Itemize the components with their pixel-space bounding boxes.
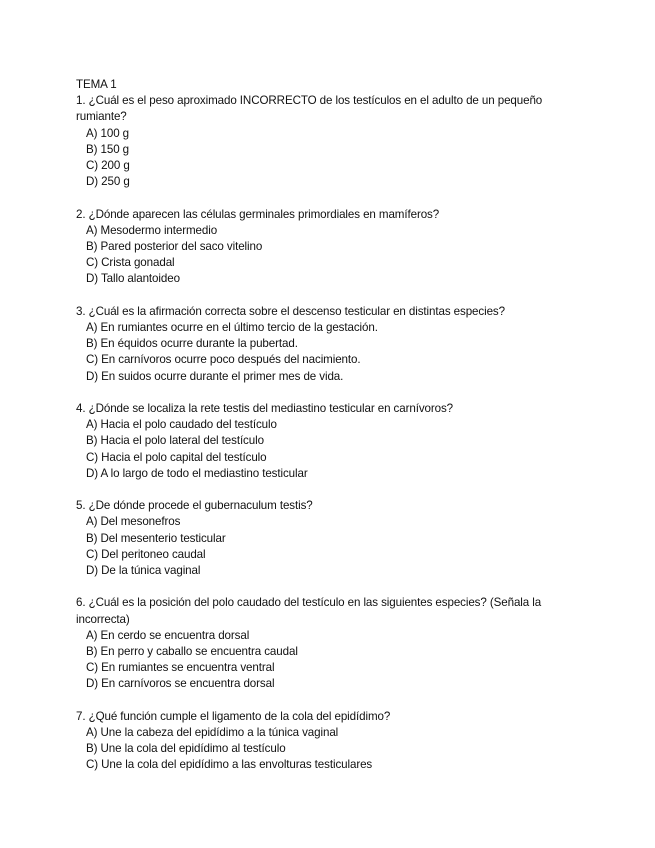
document-page (76, 77, 576, 790)
question-2 (76, 207, 576, 288)
option-c: C) Une la cola del epidídimo a las envolturas testiculares (86, 758, 373, 772)
option-a: A) 100 g (86, 126, 130, 140)
question-5 (76, 498, 576, 579)
option-a: A) Hacia el polo caudado del testículo (86, 418, 277, 432)
option-d: D) En carnívoros se encuentra dorsal (86, 677, 275, 691)
question-text: 4. ¿Dónde se localiza la rete testis del mediastino testicular en carnívoros? (76, 402, 454, 416)
question-1 (76, 93, 576, 190)
option-b: B) Une la cola del epidídimo al testículo (86, 742, 286, 756)
option-d: D) A lo largo de todo el mediastino testicular (86, 466, 308, 480)
question-text: 5. ¿De dónde procede el gubernaculum testis? (76, 499, 313, 513)
options-list (76, 725, 576, 774)
options-list (76, 320, 576, 385)
option-c: C) Del peritoneo caudal (86, 547, 206, 561)
option-d: D) Tallo alantoideo (86, 272, 180, 286)
option-a: A) Une la cabeza del epidídimo a la túnica vaginal (86, 726, 339, 740)
question-text: 2. ¿Dónde aparecen las células germinales primordiales en mamíferos? (76, 207, 440, 221)
question-7 (76, 709, 576, 774)
question-text: 1. ¿Cuál es el peso aproximado INCORRECTO de los testículos en el adulto de un pequeño rumiante? (76, 94, 543, 124)
option-c: C) Hacia el polo capital del testículo (86, 450, 267, 464)
question-6 (76, 595, 576, 692)
options-list (76, 223, 576, 288)
option-b: B) En équidos ocurre durante la pubertad. (86, 337, 298, 351)
option-a: A) En cerdo se encuentra dorsal (86, 628, 250, 642)
options-list (76, 514, 576, 579)
option-c: C) 200 g (86, 159, 130, 173)
options-list (76, 126, 576, 191)
option-d: D) 250 g (86, 175, 130, 189)
question-text: 3. ¿Cuál es la afirmación correcta sobre el descenso testicular en distintas especies? (76, 304, 505, 318)
options-list (76, 628, 576, 693)
question-4 (76, 401, 576, 482)
page-title: TEMA 1 (76, 78, 117, 91)
option-b: B) En perro y caballo se encuentra caudal (86, 645, 298, 659)
option-b: B) Hacia el polo lateral del testículo (86, 434, 264, 448)
option-d: D) De la túnica vaginal (86, 564, 201, 578)
option-a: A) En rumiantes ocurre en el último tercio de la gestación. (86, 321, 378, 335)
options-list (76, 417, 576, 482)
option-b: B) Pared posterior del saco vitelino (86, 240, 263, 254)
option-c: C) En rumiantes se encuentra ventral (86, 661, 275, 675)
option-c: C) En carnívoros ocurre poco después del nacimiento. (86, 353, 361, 367)
option-c: C) Crista gonadal (86, 256, 175, 270)
question-text: 7. ¿Qué función cumple el ligamento de la cola del epidídimo? (76, 709, 391, 723)
option-b: B) Del mesenterio testicular (86, 531, 226, 545)
question-text: 6. ¿Cuál es la posición del polo caudado del testículo en las siguientes especies? (Señala la incorrecta) (76, 596, 542, 626)
question-3 (76, 304, 576, 385)
option-a: A) Mesodermo intermedio (86, 223, 218, 237)
option-d: D) En suidos ocurre durante el primer mes de vida. (86, 369, 344, 383)
option-a: A) Del mesonefros (86, 515, 181, 529)
option-b: B) 150 g (86, 142, 130, 156)
